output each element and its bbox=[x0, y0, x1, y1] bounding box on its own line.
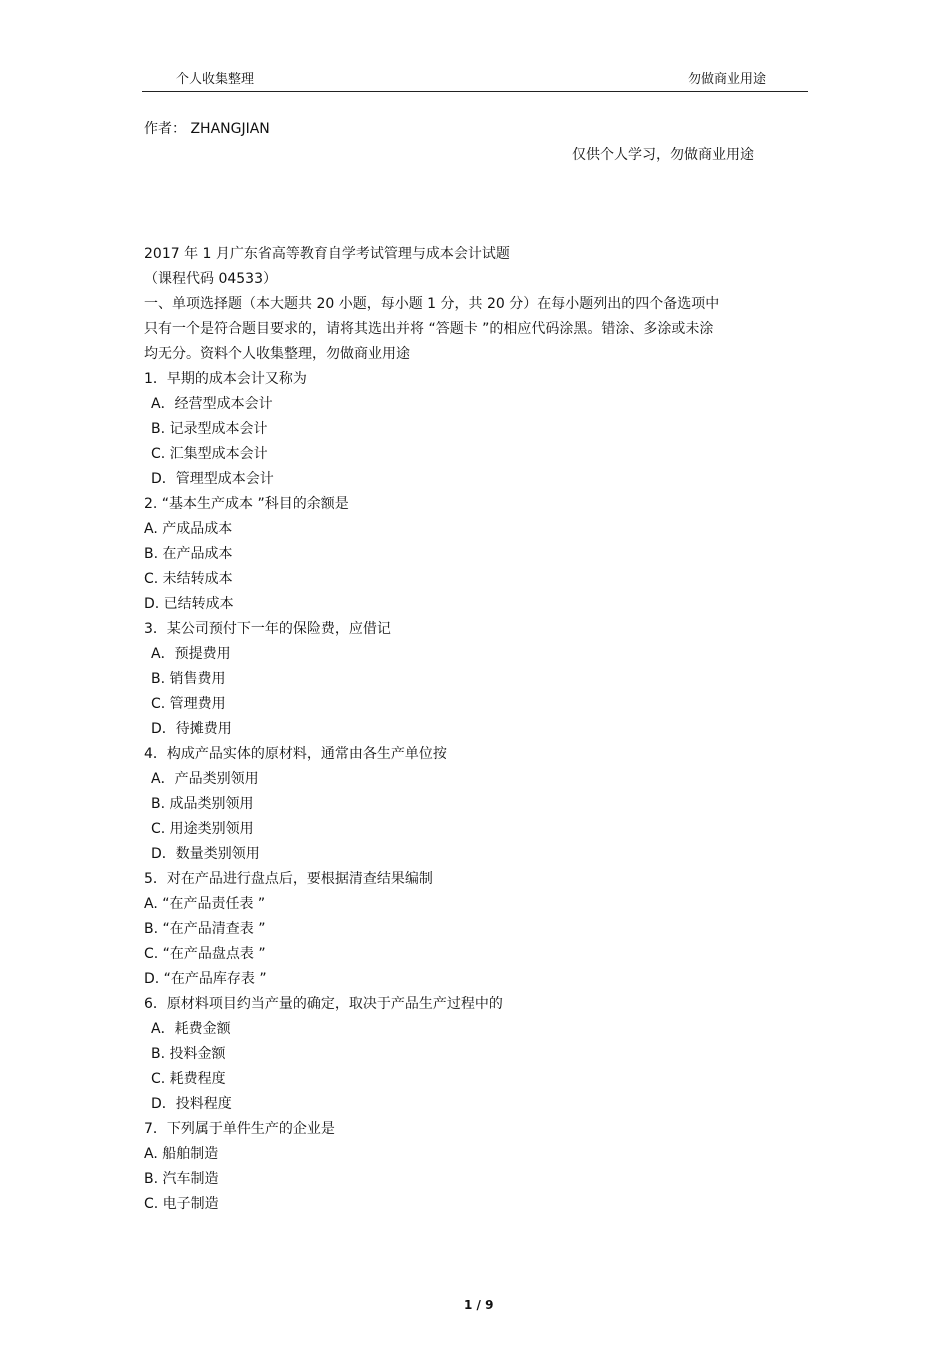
answer-option: D. 已结转成本 bbox=[144, 596, 234, 612]
question-stem: 7．下列属于单件生产的企业是 bbox=[144, 1121, 335, 1137]
answer-option: C. 耗费程度 bbox=[151, 1071, 226, 1087]
answer-option: B. 销售费用 bbox=[151, 671, 226, 687]
question-stem: 2. “基本生产成本 ”科目的余额是 bbox=[144, 496, 349, 512]
answer-option: A．耗费金额 bbox=[151, 1021, 231, 1037]
author-line: 作者： ZHANGJIAN bbox=[144, 121, 270, 137]
answer-option: D．管理型成本会计 bbox=[151, 471, 274, 487]
answer-option: A．经营型成本会计 bbox=[151, 396, 273, 412]
course-code: （课程代码 04533） bbox=[144, 271, 277, 287]
answer-option: C. 未结转成本 bbox=[144, 571, 233, 587]
answer-option: C. 管理费用 bbox=[151, 696, 226, 712]
answer-option: C. 电子制造 bbox=[144, 1196, 219, 1212]
answer-option: B. 汽车制造 bbox=[144, 1171, 219, 1187]
header-left-text: 个人收集整理 bbox=[176, 72, 255, 87]
answer-option: B. 成品类别领用 bbox=[151, 796, 254, 812]
answer-option: D．数量类别领用 bbox=[151, 846, 260, 862]
answer-option: D．投料程度 bbox=[151, 1096, 232, 1112]
answer-option: C. 汇集型成本会计 bbox=[151, 446, 268, 462]
header-rule bbox=[142, 91, 808, 92]
answer-option: A. 船舶制造 bbox=[144, 1146, 219, 1162]
answer-option: A．预提费用 bbox=[151, 646, 231, 662]
answer-option: A. 产成品成本 bbox=[144, 521, 233, 537]
question-stem: 4．构成产品实体的原材料，通常由各生产单位按 bbox=[144, 746, 447, 762]
exam-title: 2017 年 1 月广东省高等教育自学考试管理与成本会计试题 bbox=[144, 246, 510, 262]
instruction-line: 一、单项选择题（本大题共 20 小题，每小题 1 分，共 20 分）在每小题列出的四个备选项中 bbox=[144, 296, 720, 312]
question-stem: 5．对在产品进行盘点后，要根据清查结果编制 bbox=[144, 871, 433, 887]
instruction-line: 只有一个是符合题目要求的，请将其选出并将 “答题卡 ”的相应代码涂黑。错涂、多涂或未涂 bbox=[144, 321, 714, 337]
usage-notice: 仅供个人学习，勿做商业用途 bbox=[572, 147, 754, 163]
answer-option: B. 在产品成本 bbox=[144, 546, 233, 562]
answer-option: A. “在产品责任表 ” bbox=[144, 896, 266, 912]
answer-option: D. “在产品库存表 ” bbox=[144, 971, 267, 987]
question-stem: 3．某公司预付下一年的保险费，应借记 bbox=[144, 621, 391, 637]
header-right-text: 勿做商业用途 bbox=[688, 72, 767, 87]
answer-option: C. “在产品盘点表 ” bbox=[144, 946, 266, 962]
answer-option: A．产品类别领用 bbox=[151, 771, 259, 787]
answer-option: B. 记录型成本会计 bbox=[151, 421, 268, 437]
answer-option: B. 投料金额 bbox=[151, 1046, 226, 1062]
answer-option: C. 用途类别领用 bbox=[151, 821, 254, 837]
page-number: 1 / 9 bbox=[464, 1298, 494, 1312]
answer-option: B. “在产品清查表 ” bbox=[144, 921, 266, 937]
question-stem: 1．早期的成本会计又称为 bbox=[144, 371, 307, 387]
question-stem: 6．原材料项目约当产量的确定，取决于产品生产过程中的 bbox=[144, 996, 503, 1012]
answer-option: D．待摊费用 bbox=[151, 721, 232, 737]
instruction-line: 均无分。资料个人收集整理，勿做商业用途 bbox=[144, 346, 410, 362]
